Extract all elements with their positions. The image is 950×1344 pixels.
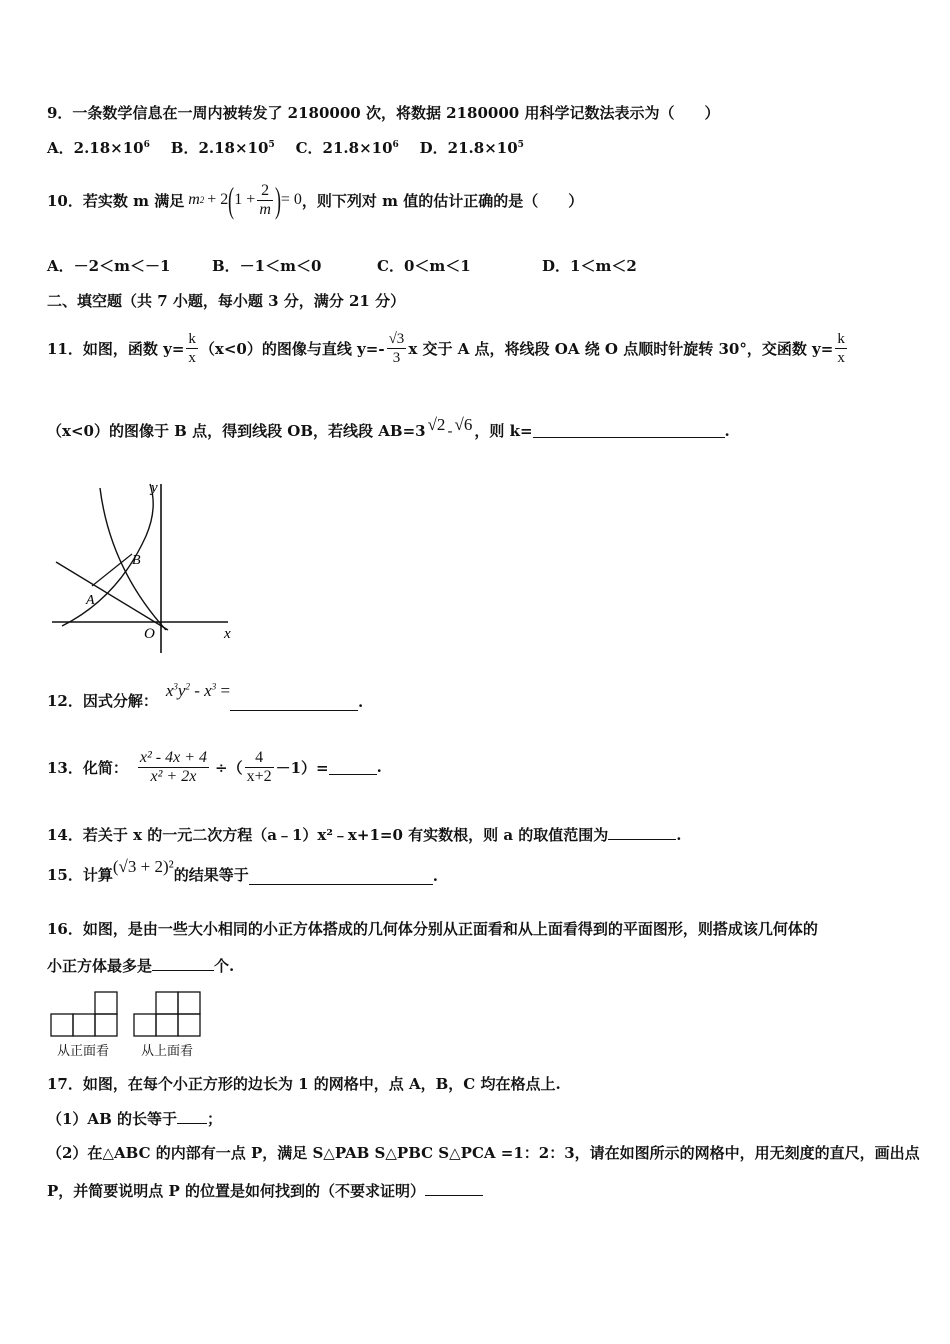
q15-answer-blank[interactable]: [249, 870, 433, 885]
front-view-figure: [50, 990, 120, 1038]
q15-stem: 15．计算 (√3 + 2)² 的结果等于 .: [47, 857, 438, 885]
q13-answer-blank[interactable]: [329, 760, 377, 775]
q16-answer-blank[interactable]: [152, 956, 214, 971]
q11-stem-line1: 11．如图，函数 y= $\frac{k}{x}$ （x<0）的图像与直线 y=- $\frac{√3}{3}$ x 交于 A 点，将线段 OA 绕 O 点顺时针旋转 30°，交函数 y= $\frac{k}{x}$: [47, 330, 845, 366]
q10-option-c: C．0＜m＜1: [377, 257, 471, 275]
q9-option-b: B．$2.18\times 10^5$: [170, 139, 275, 157]
q13-stem: 13．化简： $\frac{\text{x² - 4x + 4}}{\text{x² + 2x}}$ ÷（ $\frac{4}{x+2}$ －1）= .: [47, 748, 382, 785]
label-o: O: [144, 626, 155, 642]
q11-graph: [48, 478, 248, 663]
top-view-caption: 从上面看: [141, 1044, 194, 1059]
q10-stem: [47, 178, 583, 222]
q9-option-c: C．$21.8\times 10^6$: [295, 139, 399, 157]
front-view-caption: 从正面看: [57, 1044, 110, 1059]
q17-part2-line2: P，并简要说明点 P 的位置是如何找到的（不要求证明）: [47, 1180, 483, 1201]
q12-expression: $x^3y^2 - x^3$ =: [165, 681, 231, 700]
label-x: x: [224, 626, 231, 642]
q12-stem: 12．因式分解： $x^3y^2 - x^3$ = .: [47, 681, 364, 711]
label-y: y: [151, 480, 158, 496]
label-b: B: [132, 553, 141, 568]
q17-part2-line1: （2）在△ABC 的内部有一点 P，满足 S△PAB S△PBC S△PCA =1：2：3，请在如图所示的网格中，用无刻度的直尺，画出点: [47, 1144, 920, 1162]
q17-part2-blank[interactable]: [425, 1181, 483, 1196]
q16-stem-line1: 16．如图，是由一些大小相同的小正方体搭成的几何体分别从正面看和从上面看得到的平面图形，则搭成该几何体的: [47, 920, 818, 938]
q9-option-a: A．$2.18\times 10^6$: [47, 139, 150, 157]
q9-stem: 9．一条数学信息在一周内被转发了 2180000 次，将数据 2180000 用科学记数法表示为（ ）: [47, 104, 720, 122]
q11-stem-line2: （x<0）的图像于 B 点，得到线段 OB，若线段 AB=3 √2 - √6 ，则 k= .: [47, 414, 730, 440]
q10-option-a: A．－2＜m＜－1: [47, 257, 171, 275]
label-a: A: [86, 593, 95, 608]
q10-suffix: ，则下列对 m 值的估计正确的是（ ）: [301, 191, 584, 210]
q10-prefix: 10．若实数 m 满足: [47, 191, 185, 210]
q11-answer-blank[interactable]: [533, 423, 725, 438]
q10-equation: m 2 + 2 ( 1 + $\frac{2}{m}$ ) = 0: [188, 180, 302, 220]
q9-options: [47, 137, 524, 158]
section-2-heading: 二、填空题（共 7 小题，每小题 3 分，满分 21 分）: [47, 292, 406, 310]
q14-answer-blank[interactable]: [608, 825, 676, 840]
q17-stem: 17．如图，在每个小正方形的边长为 1 的网格中，点 A，B，C 均在格点上.: [47, 1075, 561, 1093]
q9-option-d: D．$21.8\times 10^5$: [419, 139, 524, 157]
q10-option-d: D．1＜m＜2: [542, 257, 637, 275]
q10-option-b: B．－1＜m＜0: [212, 257, 322, 275]
q12-answer-blank[interactable]: [230, 696, 358, 711]
q17-part1-blank[interactable]: [177, 1109, 207, 1124]
q14-stem: 14．若关于 x 的一元二次方程（a﹣1）x²﹣x+1=0 有实数根，则 a 的取值范围为 .: [47, 826, 682, 844]
q15-expression: (√3 + 2)²: [112, 857, 174, 876]
top-view-figure: [133, 990, 205, 1038]
q17-part1: （1）AB 的长等于 ；: [47, 1110, 222, 1128]
q16-stem-line2: 小正方体最多是 个.: [47, 957, 235, 975]
